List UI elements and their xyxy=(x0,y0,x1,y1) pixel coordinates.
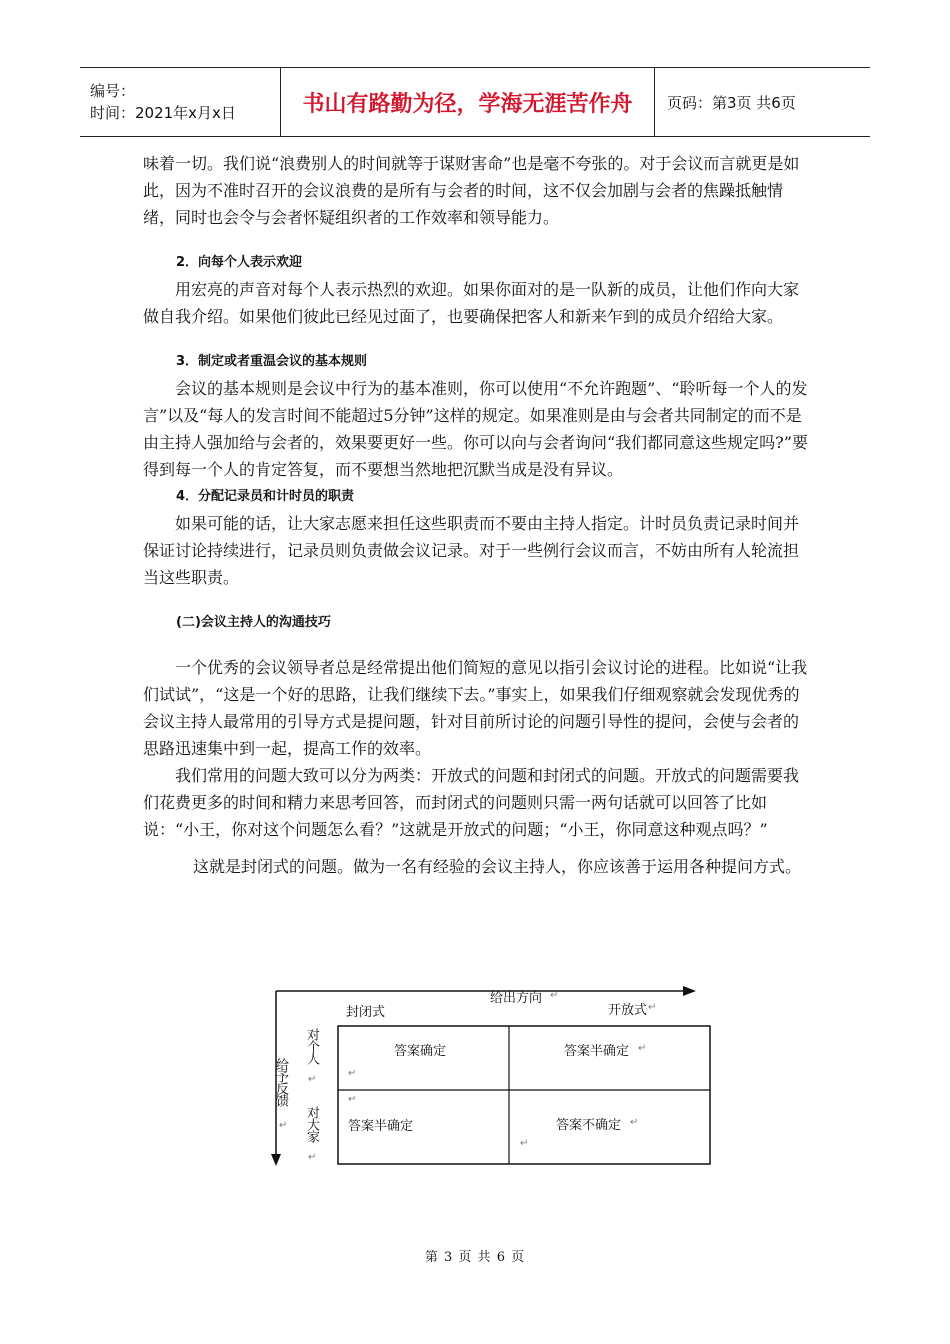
top-axis-label: 给出方向 xyxy=(490,991,543,1006)
everyone-label: 对大家 xyxy=(304,1106,319,1142)
section-heading: 3．制定或者重温会议的基本规则 xyxy=(176,354,368,369)
header-motto: 书山有路勤为径，学海无涯苦作舟 xyxy=(281,68,655,136)
paragraph: 用宏亮的声音对每个人表示热烈的欢迎。如果你面对的是一队新的成员，让他们作向大家做自我介绍。如果他们彼此已经见过面了，也要确保把客人和新来乍到的成员介绍给大家。 xyxy=(143,280,800,326)
return-mark: ↵ xyxy=(630,1117,639,1128)
paragraph: 味着一切。我们说“浪费别人的时间就等于谋财害命”也是毫不夸张的。对于会议而言就更是如此，因为不准时召开的会议浪费的是所有与会者的时间，这不仅会加剧与会者的焦躁抵触情绪，同时也会令与会者怀疑组织者的工作效率和领导能力。 xyxy=(143,154,800,227)
left-axis-label: 给予反馈 xyxy=(273,1058,288,1106)
paragraph: 我们常用的问题大致可以分为两类：开放式的问题和封闭式的问题。开放式的问题需要我们花费更多的时间和精力来思考回答，而封闭式的问题则只需一两句话就可以回答了比如说：“小王，你对这个问题怎么看？”这就是开放式的问题；“小王，你同意这种观点吗？” xyxy=(143,766,800,839)
paragraph: 这就是封闭式的问题。做为一名有经验的会议主持人，你应该善于运用各种提问方式。 xyxy=(193,857,802,876)
document-number: 编号： xyxy=(90,82,136,100)
paragraph: 如果可能的话，让大家志愿来担任这些职责而不要由主持人指定。计时员负责记录时间并保证讨论持续进行，记录员则负责做会议记录。对于一些例行会议而言，不妨由所有人轮流担当这些职责。 xyxy=(143,514,800,587)
individual-label: 对个人 xyxy=(304,1028,319,1064)
header-meta xyxy=(80,68,281,136)
return-mark: ↵ xyxy=(348,1094,357,1105)
paragraph: 一个优秀的会议领导者总是经常提出他们简短的意见以指引会议讨论的进程。比如说“让我们试试”，“这是一个好的思路，让我们继续下去。”事实上，如果我们仔细观察就会发现优秀的会议主持人最常用的引导方式是提问题，针对目前所讨论的问题引导性的提问，会使与会者的思路迅速集中到一起，提高工作的效率。 xyxy=(143,658,808,758)
return-mark: ↵ xyxy=(308,1074,317,1085)
section-heading: (二)会议主持人的沟通技巧 xyxy=(176,615,331,630)
document-body xyxy=(143,150,808,880)
down-arrowhead-icon xyxy=(271,1154,281,1166)
cell-open-individual: 答案半确定 xyxy=(564,1044,630,1059)
section-heading: 4．分配记录员和计时员的职责 xyxy=(176,489,355,504)
header-table xyxy=(80,67,870,137)
return-mark: ↵ xyxy=(648,1002,657,1013)
open-label: 开放式 xyxy=(608,1003,648,1018)
question-type-diagram xyxy=(258,978,718,1170)
return-mark: ↵ xyxy=(279,1120,288,1131)
cell-open-everyone: 答案不确定 xyxy=(556,1118,622,1133)
closed-label: 封闭式 xyxy=(346,1005,386,1020)
return-mark: ↵ xyxy=(520,1138,529,1149)
cell-closed-individual: 答案确定 xyxy=(394,1044,447,1059)
header-page-number: 页码：第3页 共6页 xyxy=(667,93,796,112)
document-date: 时间：2021年x月x日 xyxy=(90,104,236,122)
section-heading: 2．向每个人表示欢迎 xyxy=(176,255,303,270)
page-footer: 第 3 页 共 6 页 xyxy=(424,1250,526,1265)
cell-closed-everyone: 答案半确定 xyxy=(348,1119,414,1134)
return-mark: ↵ xyxy=(550,990,559,1001)
right-arrowhead-icon xyxy=(683,986,696,996)
paragraph: 会议的基本规则是会议中行为的基本准则，你可以使用“不允许跑题”、“聆听每一个人的发言”以及“每人的发言时间不能超过5分钟”这样的规定。如果准则是由与会者共同制定的而不是由主持人强加给与会者的，效果要更好一些。你可以向与会者询问“我们都同意这些规定吗?”要得到每一个人的肯定答复，而不要想当然地把沉默当成是没有异议。 xyxy=(143,379,808,479)
return-mark: ↵ xyxy=(638,1043,647,1054)
return-mark: ↵ xyxy=(348,1068,357,1079)
return-mark: ↵ xyxy=(308,1152,317,1163)
